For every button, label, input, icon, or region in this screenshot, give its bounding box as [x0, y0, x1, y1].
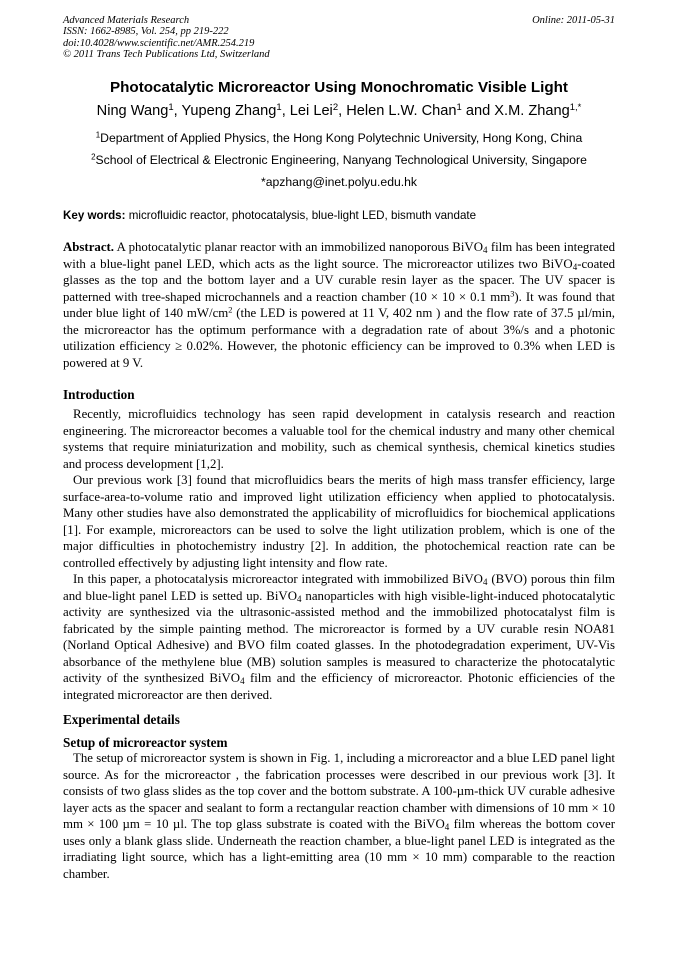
- section-heading-introduction: Introduction: [63, 387, 135, 402]
- paragraph: Recently, microfluidics technology has seen rapid development in catalysis research and reaction engineering. The microreactor becomes a valuable tool for the chemical industry and many other chemical systems that require miniaturization and mobility, such as chemical synthesis, chemical kinetics studies and process development [1,2].: [63, 407, 615, 471]
- corresponding-email: *apzhang@inet.polyu.edu.hk: [260, 175, 418, 189]
- abstract-label: Abstract.: [63, 240, 115, 254]
- affiliation-1: $^1$Department of Applied Physics, the Hong Kong Polytechnic University, Hong Kong, China: [95, 130, 583, 145]
- affiliation-2: $^2$School of Electrical & Electronic Engineering, Nanyang Technological University, Singapore: [91, 152, 587, 167]
- abstract-text: A photocatalytic planar reactor with an immobilized nanoporous BiVO$_4$ film has been integrated with a blue-light panel LED, which acts as the light source. The microreactor utilizes two BiVO$_4$-coated glasses as the top and the bottom layer and a UV curable resin layer as the spacer. The UV spacer is patterned with tree-shaped microchannels and a reaction chamber (10 × 10 × 0.1 $mm^3$). It was found that under blue light of 140 $mW/cm^2$ (the LED is powered at 11 V, 402 nm ) and the flow rate of 37.5 µl/min, the microreactor has the optimum performance with a degradation rate of about 3%/s and a photonic utilization efficiency ≥ 0.02%. However, the photonic efficiency can be improved to 0.3% when LED is powered at 9 V.: [63, 240, 615, 370]
- issn-line: ISSN: 1662-8985, Vol. 254, pp 219-222: [63, 26, 229, 38]
- online-date: Online: 2011-05-31: [532, 15, 615, 26]
- author: Yupeng Zhang$^1$,: [181, 101, 290, 119]
- abstract: [63, 239, 615, 371]
- author: X.M. Zhang$^{1,*}$: [494, 101, 582, 119]
- author-list: [30, 103, 648, 119]
- keywords-label: Key words:: [63, 209, 126, 222]
- paragraph: The setup of microreactor system is shown in Fig. 1, including a microreactor and a blue LED panel light source. As for the microreactor , the fabrication processes were described in our previous work [3]. It consists of two glass slides as the top cover and the bottom substrate. A 100-µm-thick UV curable adhesive layer acts as the spacer and sealant to form a rectangular reaction chamber with dimensions of 10 mm × 10 mm × 100 µm = 10 µl. The top glass substrate is coated with the BiVO$_4$ film whereas the bottom cover uses only a blank glass slide. Underneath the reaction chamber, a blue-light panel LED is integrated as the irradiating light source, which has a light-emitting area (10 mm × 10 mm) comparable to the reaction chamber.: [63, 751, 616, 881]
- paper-title: Photocatalytic Microreactor Using Monochromatic Visible Light: [110, 79, 568, 96]
- journal-name: Advanced Materials Research: [63, 15, 190, 26]
- journal-header: [63, 15, 615, 60]
- introduction-body: [63, 406, 615, 703]
- author: Ning Wang$^1$,: [96, 101, 182, 119]
- experimental-body: [63, 750, 615, 882]
- keywords-text: microfluidic reactor, photocatalysis, blue-light LED, bismuth vandate: [128, 209, 477, 222]
- paragraph: In this paper, a photocatalysis microreactor integrated with immobilized BiVO$_4$ (BVO) porous thin film and blue-light panel LED is setted up. BiVO$_4$ nanoparticles with high visible-light-induced photocatalytic activity are synthesized via the ultrasonic-assisted method and the immobilized photocatalyst film is fabricated by the simple painting method. The microreactor is formed by a UV curable resin NOA81 (Norland Optical Adhesive) and BVO film coated glasses. In the photodegradation experiment, UV-Vis absorbance of the methylene blue (MB) solution samples is measured to characterize the photocatalytic activity of the synthesized BiVO$_4$ film and the efficiency of microreactor. Photonic efficiencies of the integrated microreactor are then derived.: [63, 572, 615, 702]
- copyright-line: © 2011 Trans Tech Publications Ltd, Switzerland: [63, 48, 270, 60]
- paragraph: Our previous work [3] found that microfluidics bears the merits of high mass transfer efficiency, large surface-area-to-volume ratio and improved light utilization efficiency when applied to photocatalysis. Many other studies have also demonstrated the applicability of microfluidics for biochemical applications [1]. For example, microreactors can be used to solve the light utilization problem, which is one of the major difficulties in photochemistry industry [2]. In addition, the photochemical reaction rate can be controlled effectively by adjusting light intensity and flow rate.: [63, 473, 615, 570]
- author: Helen L.W. Chan$^1$ and: [346, 101, 495, 119]
- author: Lei Lei$^2$,: [289, 101, 347, 119]
- doi-line: doi:10.4028/www.scientific.net/AMR.254.219: [63, 37, 255, 49]
- subsection-heading-setup: Setup of microreactor system: [63, 735, 228, 750]
- section-heading-experimental: Experimental details: [63, 712, 180, 727]
- keywords: [63, 209, 618, 222]
